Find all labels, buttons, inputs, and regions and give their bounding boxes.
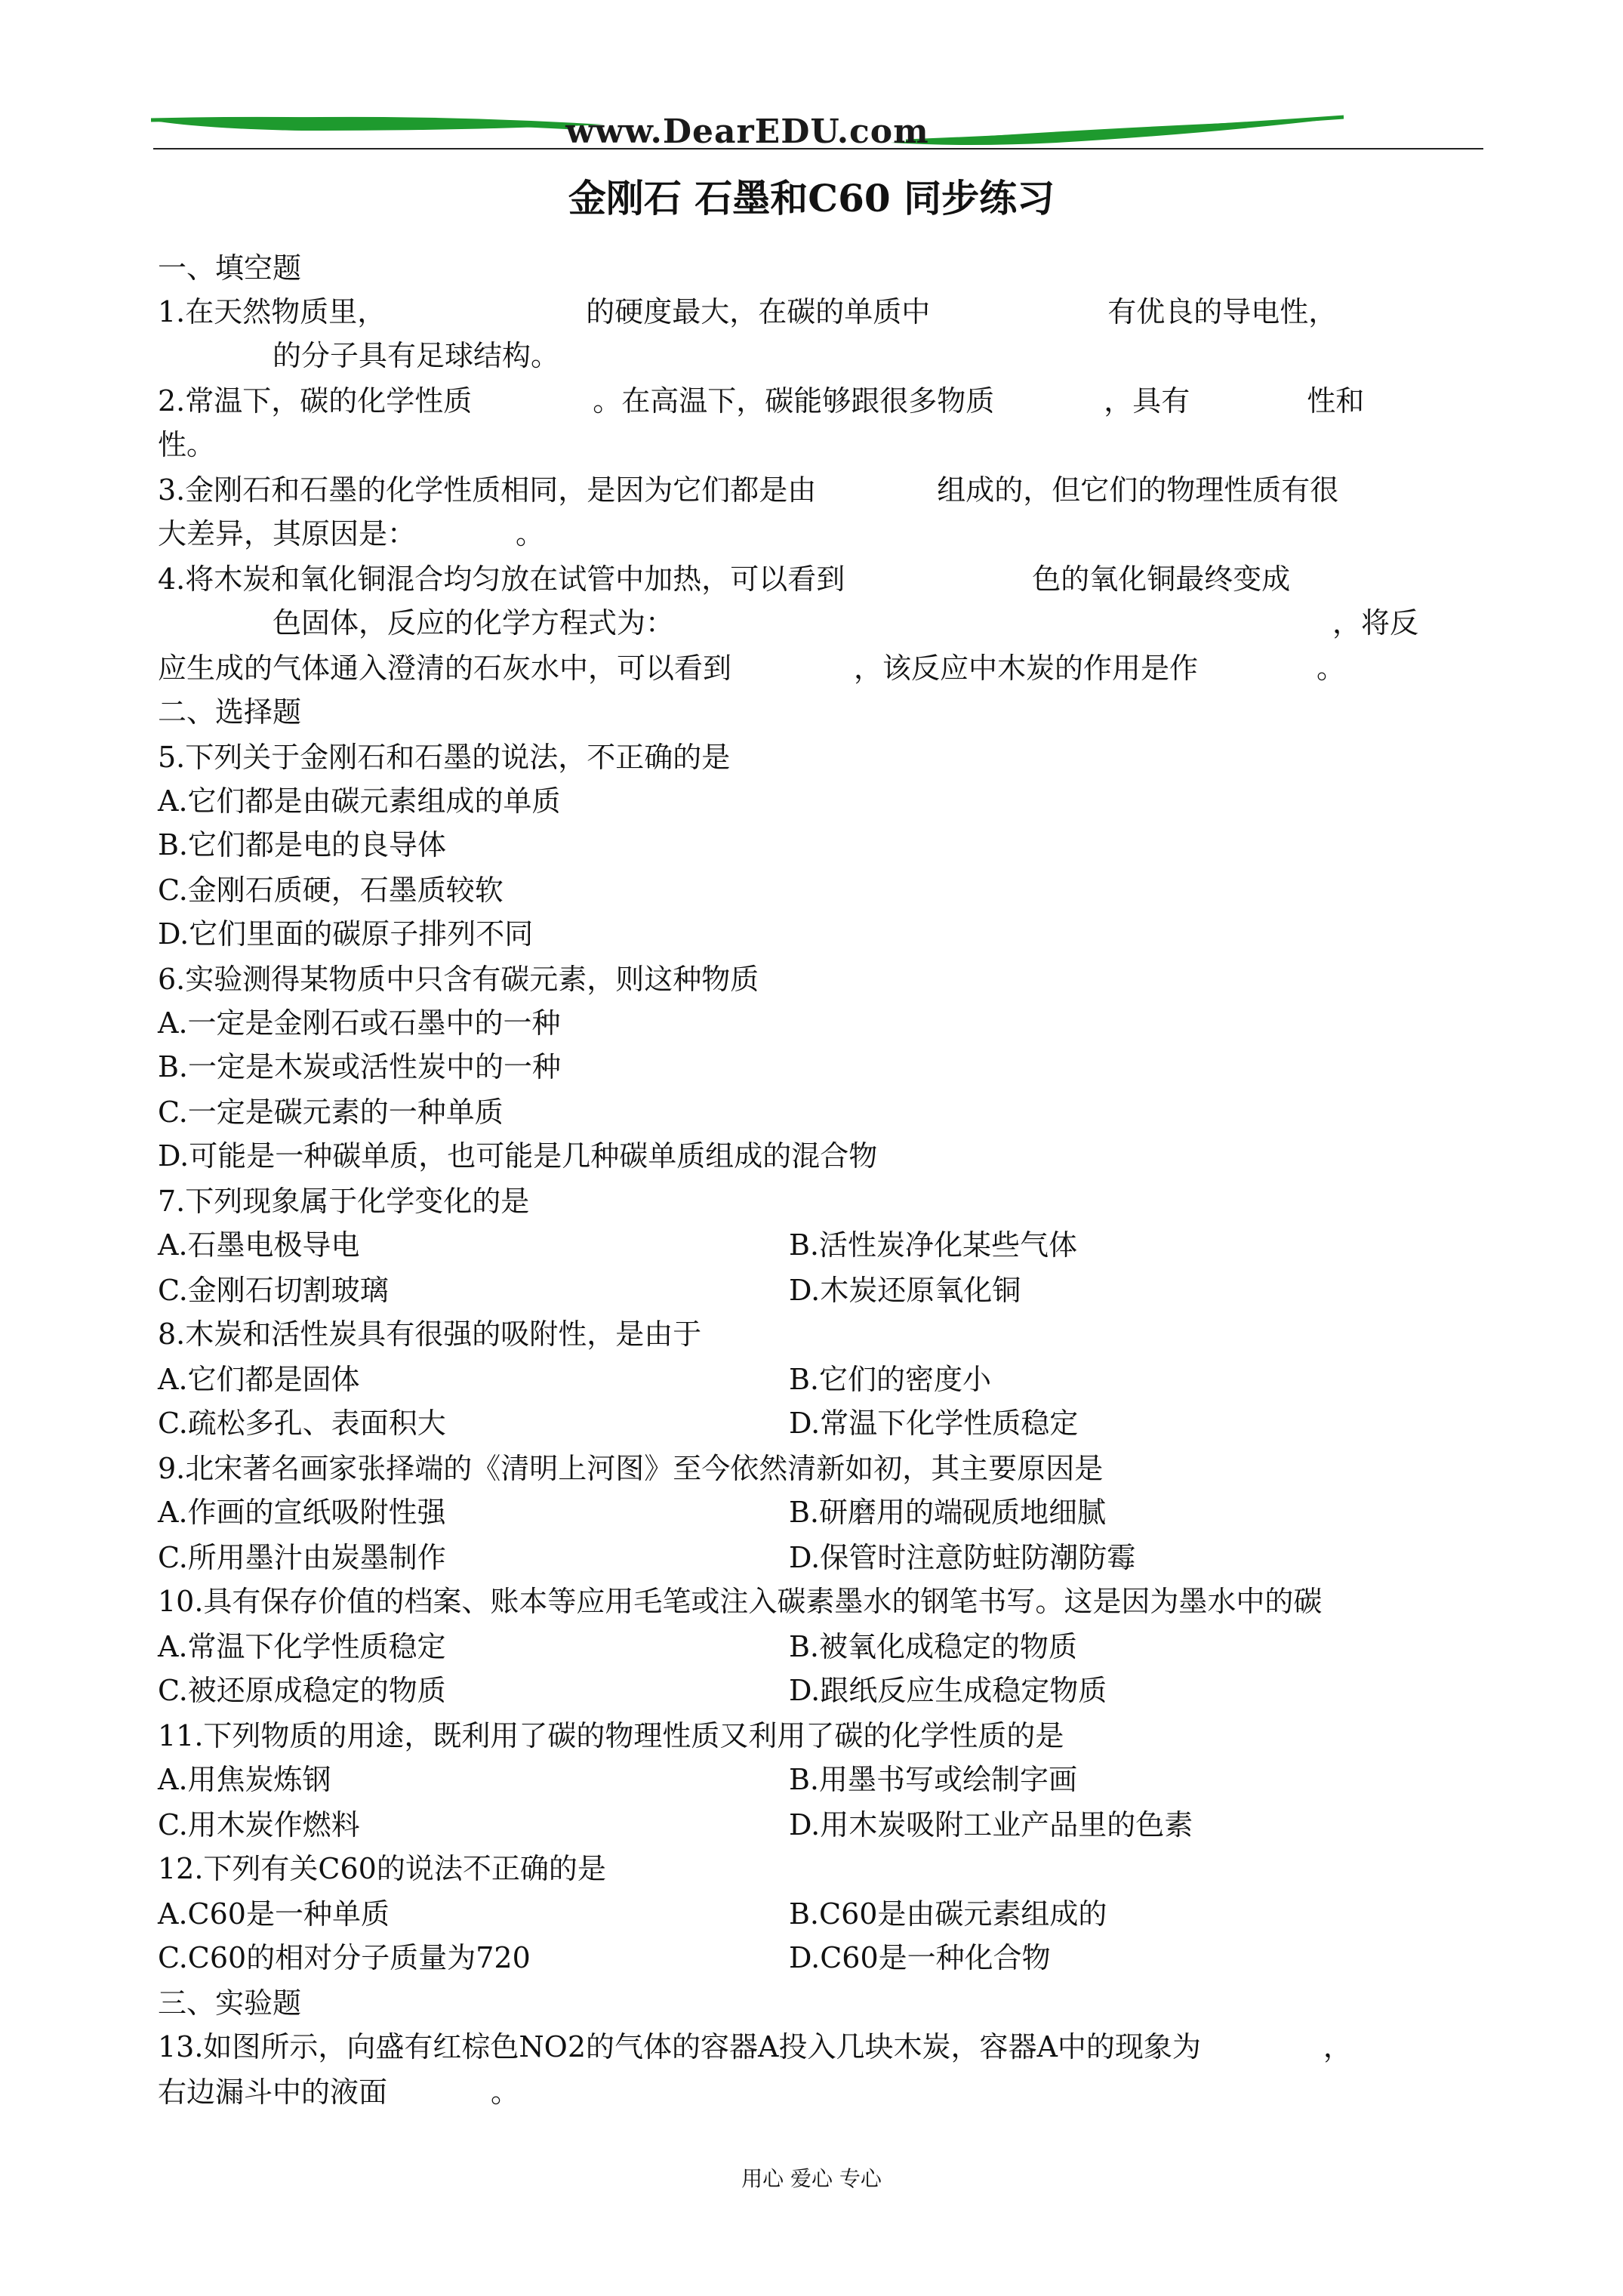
question-11-option-c: C.用木炭作燃料 [158,1808,360,1841]
question-6-option-b: B.一定是木炭或活性炭中的一种 [158,1050,562,1083]
site-name: www.DearEDU.com [565,112,929,151]
question-2-line-1: 2.常温下，碳的化学性质 。在高温下，碳能够跟很多物质 ，具有 性和 [158,384,1365,418]
page-footer: 用心 爱心 专心 [741,2166,882,2191]
question-4-line-1: 4.将木炭和氧化铜混合均匀放在试管中加热，可以看到 色的氧化铜最终变成 [158,562,1291,596]
question-5-stem: 5.下列关于金刚石和石墨的说法，不正确的是 [158,741,731,774]
question-11-option-b: B.用墨书写或绘制字画 [789,1763,1078,1796]
question-7-option-b: B.活性炭净化某些气体 [789,1228,1078,1262]
question-11-option-d: D.用木炭吸附工业产品里的色素 [789,1808,1193,1841]
question-7-option-d: D.木炭还原氧化铜 [789,1274,1021,1307]
question-6-option-c: C.一定是碳元素的一种单质 [158,1096,504,1129]
question-1-line-1: 1.在天然物质里， 的硬度最大，在碳的单质中 有优良的导电性， [158,295,1338,328]
question-4-line-2: 色固体，反应的化学方程式为： ，将反 [273,606,1419,639]
question-10-stem: 10.具有保存价值的档案、账本等应用毛笔或注入碳素墨水的钢笔书写。这是因为墨水中的碳 [158,1585,1323,1618]
question-7-option-a: A.石墨电极导电 [158,1228,360,1262]
question-9-option-d: D.保管时注意防蛀防潮防霉 [789,1541,1136,1574]
question-8-stem: 8.木炭和活性炭具有很强的吸附性，是由于 [158,1318,702,1351]
section-heading-experiment: 三、实验题 [158,1986,302,2020]
question-8-option-a: A.它们都是固体 [158,1363,360,1396]
question-12-option-b: B.C60是由碳元素组成的 [789,1897,1107,1931]
question-5-option-a: A.它们都是由碳元素组成的单质 [158,784,561,818]
question-6-option-a: A.一定是金刚石或石墨中的一种 [158,1006,561,1040]
question-7-option-c: C.金刚石切割玻璃 [158,1274,389,1307]
question-12-option-d: D.C60是一种化合物 [789,1941,1051,1974]
question-8-option-b: B.它们的密度小 [789,1363,992,1396]
question-4-line-3: 应生成的气体通入澄清的石灰水中，可以看到 ，该反应中木炭的作用是作 。 [158,652,1346,685]
question-10-option-c: C.被还原成稳定的物质 [158,1674,446,1707]
question-6-stem: 6.实验测得某物质中只含有碳元素，则这种物质 [158,963,759,996]
question-10-option-d: D.跟纸反应生成稳定物质 [789,1674,1107,1707]
question-7-stem: 7.下列现象属于化学变化的是 [158,1185,530,1218]
question-6-option-d: D.可能是一种碳单质，也可能是几种碳单质组成的混合物 [158,1139,878,1173]
question-9-option-a: A.作画的宣纸吸附性强 [158,1496,446,1529]
header-rule [153,148,1483,149]
question-9-stem: 9.北宋著名画家张择端的《清明上河图》至今依然清新如初，其主要原因是 [158,1452,1104,1485]
question-13-line-2: 右边漏斗中的液面 。 [158,2076,520,2109]
question-12-stem: 12.下列有关C60的说法不正确的是 [158,1852,606,1885]
section-heading-fill: 一、填空题 [158,251,302,285]
question-11-stem: 11.下列物质的用途，既利用了碳的物理性质又利用了碳的化学性质的是 [158,1719,1064,1752]
section-heading-choice: 二、选择题 [158,695,302,729]
question-2-line-2: 性。 [158,428,216,461]
question-10-option-a: A.常温下化学性质稳定 [158,1630,446,1663]
question-8-option-c: C.疏松多孔、表面积大 [158,1407,446,1440]
question-5-option-c: C.金刚石质硬，石墨质较软 [158,874,504,907]
question-11-option-a: A.用焦炭炼钢 [158,1763,331,1796]
question-3-line-2: 大差异，其原因是： 。 [158,517,545,550]
question-5-option-d: D.它们里面的碳原子排列不同 [158,917,534,951]
page-title: 金刚石 石墨和C60 同步练习 [568,176,1055,220]
question-13-line-1: 13.如图所示，向盛有红棕色NO2的气体的容器A投入几块木炭，容器A中的现象为 ， [158,2030,1352,2063]
question-12-option-c: C.C60的相对分子质量为720 [158,1941,531,1974]
question-5-option-b: B.它们都是电的良导体 [158,828,447,861]
question-9-option-b: B.研磨用的端砚质地细腻 [789,1496,1107,1529]
question-8-option-d: D.常温下化学性质稳定 [789,1407,1079,1440]
question-10-option-b: B.被氧化成稳定的物质 [789,1630,1078,1663]
question-3-line-1: 3.金刚石和石墨的化学性质相同，是因为它们都是由 组成的，但它们的物理性质有很 [158,473,1339,507]
question-9-option-c: C.所用墨汁由炭墨制作 [158,1541,446,1574]
question-1-line-2: 的分子具有足球结构。 [273,339,560,372]
question-12-option-a: A.C60是一种单质 [158,1897,390,1931]
